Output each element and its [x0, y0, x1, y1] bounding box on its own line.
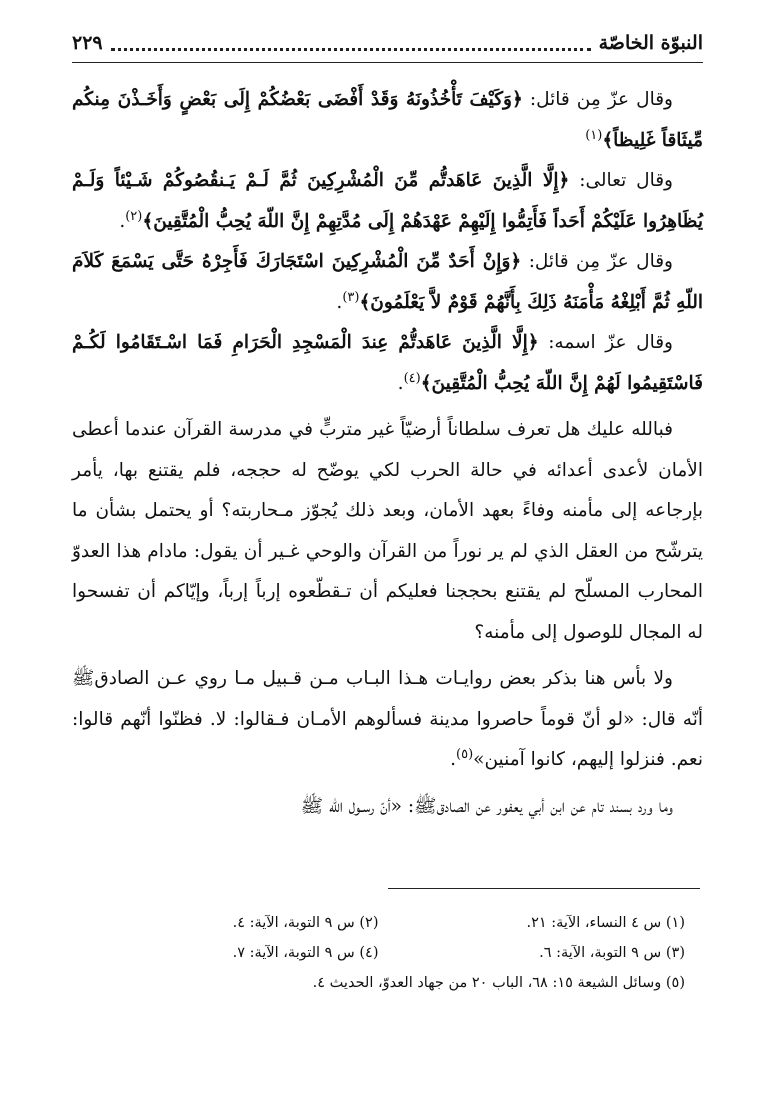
header-leader-dots: [111, 36, 591, 51]
running-header: [72, 28, 703, 58]
footnote-ref: (٢): [125, 208, 143, 224]
quran-quote: ﴿إِلَّا الَّذِينَ عَاهَدتُّمْ عِندَ الْمَسْجِدِ الْحَرَامِ فَمَا اسْـتَقَامُوا لَكُـمْ فَاسْتَقِيمُوا لَهُمْ إِنَّ اللّهَ يُحِبُّ الْمُتَّقِينَ﴾: [72, 332, 703, 394]
footnote-ref: (٤): [403, 370, 421, 386]
quran-quote: ﴿إِلَّا الَّذِينَ عَاهَدتُّم مِّنَ الْمُشْرِكِينَ ثُمَّ لَـمْ يَـنقُصُوكُمْ شَـيْئاً وَلَـمْ يُظَاهِرُوا عَلَيْكُمْ أَحَداً فَأَتِمُّوا إِلَيْهِمْ عَهْدَهُمْ إِلَى مُدَّتِهِمْ إِنَّ اللّهَ يُحِبُّ الْمُتَّقِينَ﴾: [72, 170, 703, 232]
quran-quote: ﴿وَإِنْ أَحَدٌ مِّنَ الْمُشْرِكِينَ اسْتَجَارَكَ فَأَجِرْهُ حَتَّى يَسْمَعَ كَلاَمَ اللّهِ ثُمَّ أَبْلِغْهُ مَأْمَنَهُ ذَلِكَ بِأَنَّهُمْ قَوْمٌ لاَّ يَعْلَمُونَ﴾: [72, 251, 703, 313]
verse-paragraph-3: وقال عزّ مِن قائل: ﴿وَإِنْ أَحَدٌ مِّنَ الْمُشْرِكِينَ اسْتَجَارَكَ فَأَجِرْهُ حَتَّى يَسْمَعَ كَلاَمَ اللّهِ ثُمَّ أَبْلِغْهُ مَأْمَنَهُ ذَلِكَ بِأَنَّهُمْ قَوْمٌ لاَّ يَعْلَمُونَ﴾$^{(٣)}$.: [72, 251, 703, 313]
page-number: ٢٢٩: [72, 32, 103, 54]
footnote-2: (٢) س ٩ التوبة، الآية: ٤.: [232, 915, 379, 931]
footnotes: [72, 908, 685, 998]
footnote-5: (٥) وسائل الشيعة ١٥: ٦٨، الباب ٢٠ من جهاد العدوّ، الحديث ٤.: [312, 975, 685, 991]
footnote-ref: (٣): [342, 289, 360, 305]
footnote-row: [72, 908, 685, 938]
prose-paragraph-1: فبالله عليك هل تعرف سلطاناً أرضيّاً غير متربٍّ في مدرسة القرآن عندما أعطى الأمان لأعدى أعدائه في حالة الحرب لكي يوضّح له حججه، فلم يقتنع بها، يأمر بإرجاعه إلى مأمنه وفاءً بعهد الأمان، وبعد ذلك يُجوّز مـحاربته؟ أو يحتمل بشأن ما يترشّح من العقل الذي لم ير نوراً من القرآن والوحي غـير أن يقول: مادام هذا العدوّ المحارب المسلّح لم يقتنع بحججنا فعليكم أن تـقطّعوه إرباً إرباً، وإيّاكم أن تفسحوا له المجال للوصول إلى مأمنه؟: [72, 419, 703, 643]
header-title: النبوّة الخاصّة: [598, 32, 703, 54]
footnote-row: [72, 938, 685, 968]
page-body: [72, 80, 703, 827]
footnote-ref: (١): [585, 127, 603, 143]
prose-paragraph-2: ولا بأس هنا بذكر بعض روايـات هـذا البـاب مـن قـبيل مـا روي عـن الصادقﷺ أنّه قال: «لو أنّ قوماً حاصروا مدينة فسألوهم الأمـان فـقالوا: لا. فظنّوا أنّهم قالوا: نعم. فنزلوا إليهم، كانوا آمنين»$^{(٥)}$.: [72, 668, 703, 770]
verse-paragraph-1: وقال عزّ مِن قائل: ﴿وَكَيْفَ تَأْخُذُونَهُ وَقَدْ أَفْضَى بَعْضُكُمْ إِلَى بَعْضٍ وَأَخَـذْنَ مِنكُم مِّيثَاقاً غَلِيظاً﴾$^{(١)}$: [72, 89, 703, 151]
footnote-separator: [388, 888, 700, 889]
footnote-3: (٣) س ٩ التوبة، الآية: ٦.: [539, 945, 685, 961]
footnote-1: (١) س ٤ النساء، الآية: ٢١.: [526, 915, 685, 931]
quran-quote: ﴿وَكَيْفَ تَأْخُذُونَهُ وَقَدْ أَفْضَى بَعْضُكُمْ إِلَى بَعْضٍ وَأَخَـذْنَ مِنكُم مِّيثَاقاً غَلِيظاً﴾: [72, 89, 703, 151]
footnote-row: [72, 968, 685, 998]
verse-paragraph-2: وقال تعالى: ﴿إِلَّا الَّذِينَ عَاهَدتُّم مِّنَ الْمُشْرِكِينَ ثُمَّ لَـمْ يَـنقُصُوكُمْ شَـيْئاً وَلَـمْ يُظَاهِرُوا عَلَيْكُمْ أَحَداً فَأَتِمُّوا إِلَيْهِمْ عَهْدَهُمْ إِلَى مُدَّتِهِمْ إِنَّ اللّهَ يُحِبُّ الْمُتَّقِينَ﴾$^{(٢)}$.: [72, 170, 703, 232]
header-rule: [72, 62, 703, 63]
verse-paragraph-4: وقال عزّ اسمه: ﴿إِلَّا الَّذِينَ عَاهَدتُّمْ عِندَ الْمَسْجِدِ الْحَرَامِ فَمَا اسْـتَقَامُوا لَكُـمْ فَاسْتَقِيمُوا لَهُمْ إِنَّ اللّهَ يُحِبُّ الْمُتَّقِينَ﴾$^{(٤)}$.: [72, 332, 703, 394]
prose-paragraph-3: وما ورد بسند تام عن ابن أبي يعفور عن الصادقﷺ: «أنّ رسـول الله ﷺ: [300, 795, 673, 817]
footnote-4: (٤) س ٩ التوبة، الآية: ٧.: [232, 945, 379, 961]
footnote-ref: (٥): [456, 746, 474, 762]
